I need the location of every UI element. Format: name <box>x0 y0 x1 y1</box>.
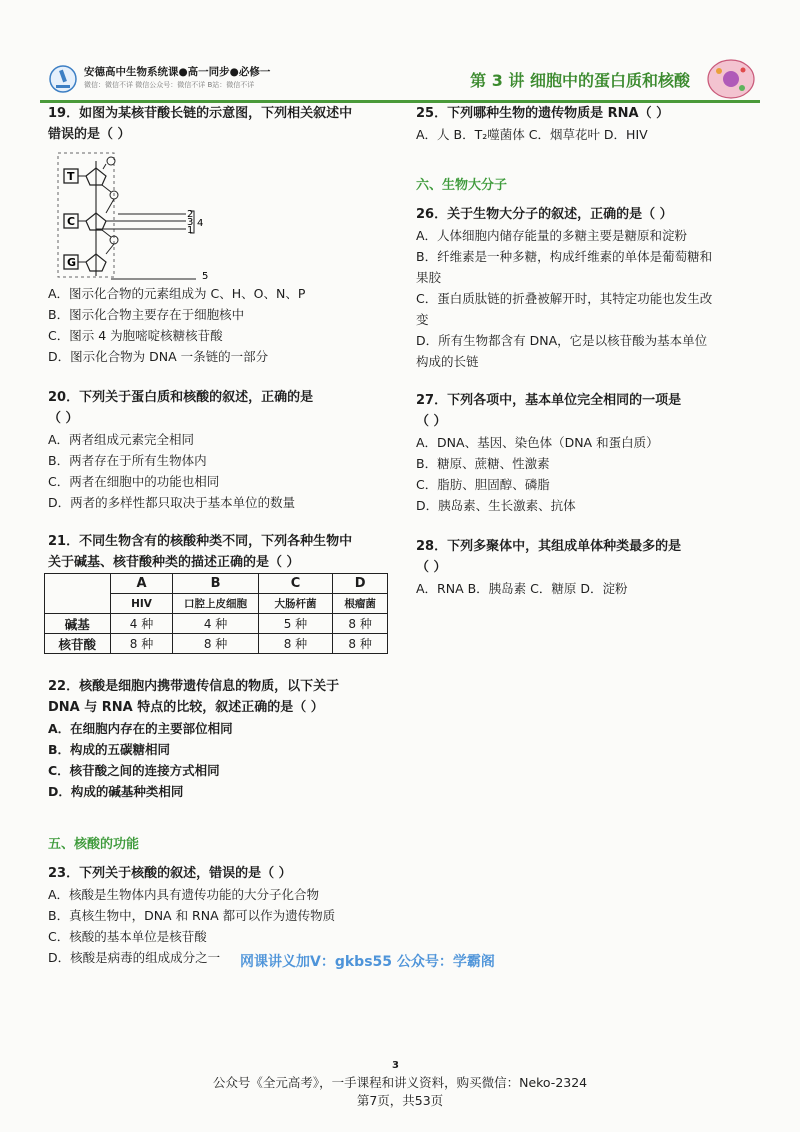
q19-stem-line1: 19．如图为某核苷酸长链的示意图，下列相关叙述中 <box>48 106 353 121</box>
q20-option-d: D．两者的多样性都只取决于基本单位的数量 <box>48 495 296 510</box>
header-subtitle: 安德高中生物系统课●高一同步●必修一 <box>84 66 271 78</box>
table-organism-b: 口腔上皮细胞 <box>173 594 258 614</box>
table-cell: 5 种 <box>258 614 333 634</box>
q27-stem-line1: 27．下列各项中，基本单位完全相同的一项是 <box>416 393 682 408</box>
table-corner-cell <box>45 574 111 614</box>
table-header-a: A <box>110 574 173 594</box>
nucleic-acid-table <box>44 573 388 654</box>
q28-stem-line2: （ ） <box>416 560 447 575</box>
q26-option-d-cont: 构成的长链 <box>416 354 479 369</box>
label-5: 5 <box>202 271 209 281</box>
q20-stem-line1: 20．下列关于蛋白质和核酸的叙述，正确的是 <box>48 390 314 405</box>
q25-stem: 25．下列哪种生物的遗传物质是 RNA（ ） <box>416 106 670 121</box>
q20-option-b: B．两者存在于所有生物体内 <box>48 453 207 468</box>
q27-option-c: C．脂肪、胆固醇、磷脂 <box>416 477 550 492</box>
q23-option-d: D．核酸是病毒的组成成分之一 <box>48 950 221 965</box>
label-4: 4 <box>197 218 204 229</box>
q20-option-c: C．两者在细胞中的功能也相同 <box>48 474 220 489</box>
q21-stem-line2: 关于碱基、核苷酸种类的描述正确的是（ ） <box>48 555 300 570</box>
q19-option-c: C．图示 4 为胞嘧啶核糖核苷酸 <box>48 328 223 343</box>
header-contact: 微信：微信不详 微信公众号：微信不详 B站：微信不详 <box>84 81 255 89</box>
q27-stem-line2: （ ） <box>416 414 447 429</box>
section-6-heading: 六、生物大分子 <box>416 178 508 193</box>
q26-option-b-cont: 果胶 <box>416 270 442 285</box>
q19-option-a: A．图示化合物的元素组成为 C、H、O、N、P <box>48 286 306 301</box>
label-3: 3 <box>187 217 194 228</box>
footer-line-2: 第7页，共53页 <box>356 1093 444 1108</box>
q26-option-c-cont: 变 <box>416 312 429 327</box>
question-19 <box>48 103 388 367</box>
section-5-heading: 五、核酸的功能 <box>48 837 140 852</box>
question-27 <box>416 390 766 516</box>
question-25 <box>416 103 766 145</box>
q26-stem: 26．关于生物大分子的叙述，正确的是（ ） <box>416 207 673 222</box>
q20-option-a: A．两者组成元素完全相同 <box>48 432 195 447</box>
table-cell: 4 种 <box>110 614 173 634</box>
table-cell: 8 种 <box>110 634 173 654</box>
table-row <box>45 614 388 634</box>
q23-stem: 23．下列关于核酸的叙述，错误的是（ ） <box>48 866 292 881</box>
question-28 <box>416 536 766 599</box>
table-header-b: B <box>173 574 258 594</box>
table-organism-c: 大肠杆菌 <box>258 594 333 614</box>
page-header <box>40 58 760 108</box>
table-organism-d: 根瘤菌 <box>333 594 388 614</box>
q27-option-d: D．胰岛素、生长激素、抗体 <box>416 498 576 513</box>
footer-line-1: 公众号《全元高考》，一手课程和讲义资料，购买微信：Neko-2324 <box>212 1075 588 1090</box>
question-22 <box>48 676 388 802</box>
q26-option-b: B．纤维素是一种多糖，构成纤维素的单体是葡萄糖和 <box>416 249 713 264</box>
table-row-label-bases: 碱基 <box>45 614 111 634</box>
table-cell: 8 种 <box>258 634 333 654</box>
base-label-c: C <box>67 215 76 228</box>
q26-option-a: A．人体细胞内储存能量的多糖主要是糖原和淀粉 <box>416 228 688 243</box>
table-row <box>45 634 388 654</box>
label-2: 2 <box>187 209 194 220</box>
q20-stem-line2: （ ） <box>48 411 79 426</box>
table-organism-a: HIV <box>110 594 173 614</box>
table-cell: 4 种 <box>173 614 258 634</box>
question-20 <box>48 387 388 513</box>
q19-option-b: B．图示化合物主要存在于细胞核中 <box>48 307 245 322</box>
q28-stem-line1: 28．下列多聚体中，其组成单体种类最多的是 <box>416 539 682 554</box>
table-cell: 8 种 <box>333 614 388 634</box>
table-header-c: C <box>258 574 333 594</box>
q23-option-c: C．核酸的基本单位是核苷酸 <box>48 929 207 944</box>
q26-option-c: C．蛋白质肽链的折叠被解开时，其特定功能也发生改 <box>416 291 713 306</box>
q27-option-b: B．糖原、蔗糖、性激素 <box>416 456 550 471</box>
page-number: 3 <box>392 1060 399 1071</box>
q22-option-d: D．构成的碱基种类相同 <box>48 784 184 799</box>
watermark-text: 网课讲义加V：gkbs55 公众号：学霸阁 <box>240 954 495 970</box>
table-cell: 8 种 <box>333 634 388 654</box>
q22-stem-line1: 22．核酸是细胞内携带遗传信息的物质，以下关于 <box>48 679 340 694</box>
q22-option-c: C．核苷酸之间的连接方式相同 <box>48 763 220 778</box>
q23-option-a: A．核酸是生物体内具有遗传功能的大分子化合物 <box>48 887 320 902</box>
q26-option-d: D．所有生物都含有 DNA，它是以核苷酸为基本单位 <box>416 333 708 348</box>
q22-stem-line2: DNA 与 RNA 特点的比较，叙述正确的是（ ） <box>48 700 324 715</box>
q19-stem-line2: 错误的是（ ） <box>48 127 131 142</box>
q25-options: A．人 B．T₂噬菌体 C．烟草花叶 D．HIV <box>416 127 648 142</box>
microscope-logo-icon <box>48 64 78 94</box>
q19-option-d: D．图示化合物为 DNA 一条链的一部分 <box>48 349 269 364</box>
chapter-title: 第 3 讲 细胞中的蛋白质和核酸 <box>470 71 690 90</box>
q21-stem-line1: 21．不同生物含有的核酸种类不同，下列各种生物中 <box>48 534 353 549</box>
q27-option-a: A．DNA、基因、染色体（DNA 和蛋白质） <box>416 435 659 450</box>
left-column <box>48 103 388 968</box>
label-1: 1 <box>187 225 194 236</box>
q22-option-b: B．构成的五碳糖相同 <box>48 742 171 757</box>
q22-option-a: A．在细胞内存在的主要部位相同 <box>48 721 233 736</box>
cell-illustration-icon <box>706 58 756 100</box>
question-21 <box>48 531 388 654</box>
base-label-t: T <box>67 170 75 183</box>
base-label-g: G <box>67 256 77 269</box>
question-26 <box>416 204 766 372</box>
right-column <box>416 103 766 599</box>
q23-option-b: B．真核生物中，DNA 和 RNA 都可以作为遗传物质 <box>48 908 336 923</box>
table-cell: 8 种 <box>173 634 258 654</box>
table-row <box>45 574 388 594</box>
nucleotide-chain-diagram <box>56 151 236 281</box>
table-header-d: D <box>333 574 388 594</box>
q28-options: A．RNA B．胰岛素 C．糖原 D．淀粉 <box>416 581 628 596</box>
table-row-label-nucleotides: 核苷酸 <box>45 634 111 654</box>
